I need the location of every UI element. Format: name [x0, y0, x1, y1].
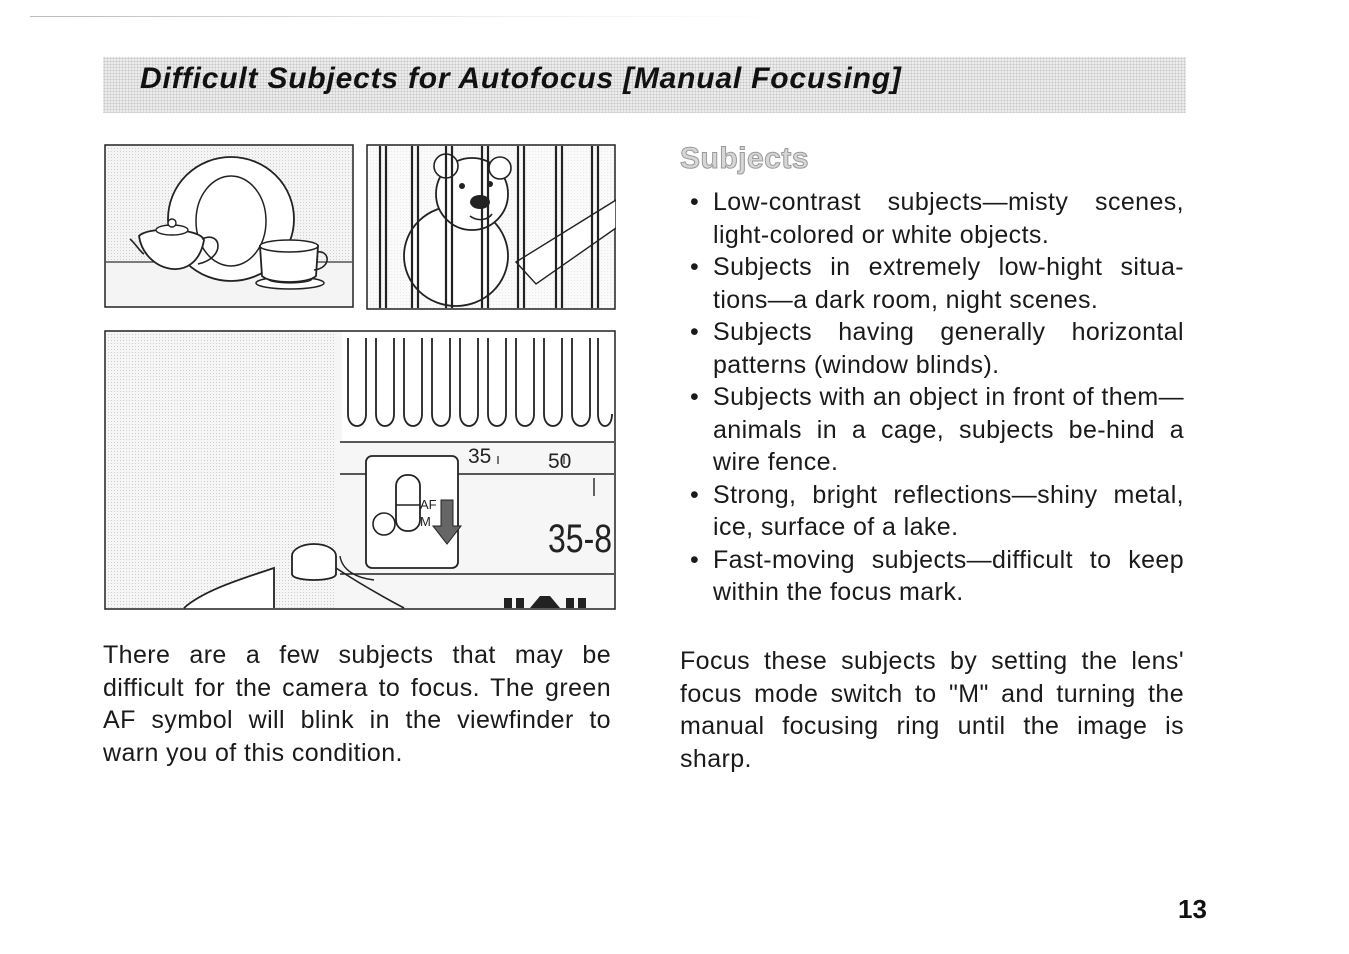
- list-item-text: Strong, bright reflections—shiny metal, ice, surface of a lake.: [713, 480, 1184, 541]
- subjects-heading: Subjects: [680, 142, 810, 175]
- page-number: 13: [1178, 894, 1207, 924]
- focal-scale-35: 35: [468, 445, 492, 468]
- bullet-icon: •: [690, 318, 700, 346]
- focal-scale-50: 50: [548, 450, 572, 473]
- top-rule: [30, 16, 790, 17]
- bullet-icon: •: [690, 480, 700, 509]
- bullet-icon: •: [690, 188, 700, 216]
- bullet-icon: •: [690, 383, 700, 411]
- list-item: [690, 186, 1184, 251]
- list-item: [690, 316, 1184, 381]
- subjects-list: [690, 186, 1184, 609]
- list-item: [690, 251, 1184, 316]
- bullet-icon: •: [690, 545, 700, 574]
- list-item-text: Subjects with an object in front of them—animals in a cage, subjects be-hind a wire fence.: [713, 383, 1184, 476]
- teapot-illustration: [104, 144, 354, 308]
- lens-model-marking: 35-8: [548, 515, 613, 561]
- switch-af-label: AF: [420, 497, 437, 512]
- lens-focus-switch-illustration: [104, 330, 616, 610]
- focus-instructions-paragraph: Focus these subjects by setting the lens' focus mode switch to "M" and turning the manual focusing ring until the image is sharp.: [680, 647, 1184, 773]
- switch-m-label: M: [420, 514, 431, 529]
- page-title: Difficult Subjects for Autofocus [Manual Focusing]: [140, 62, 902, 95]
- bullet-icon: •: [690, 253, 700, 281]
- list-item-text: Low-contrast subjects—misty scenes, light-colored or white objects.: [713, 188, 1184, 249]
- list-item: [690, 479, 1184, 544]
- list-item-text: Fast-moving subjects—difficult to keep within the focus mark.: [713, 545, 1184, 606]
- list-item-text: Subjects in extremely low-hight situa-tions—a dark room, night scenes.: [713, 253, 1184, 314]
- list-item: [690, 544, 1184, 609]
- caged-bear-illustration: [366, 144, 616, 310]
- list-item-text: Subjects having generally horizontal patterns (window blinds).: [713, 318, 1184, 379]
- list-item: [690, 381, 1184, 479]
- intro-paragraph: There are a few subjects that may be difficult for the camera to focus. The green AF symbol will blink in the viewfinder to warn you of this condition.: [103, 641, 611, 767]
